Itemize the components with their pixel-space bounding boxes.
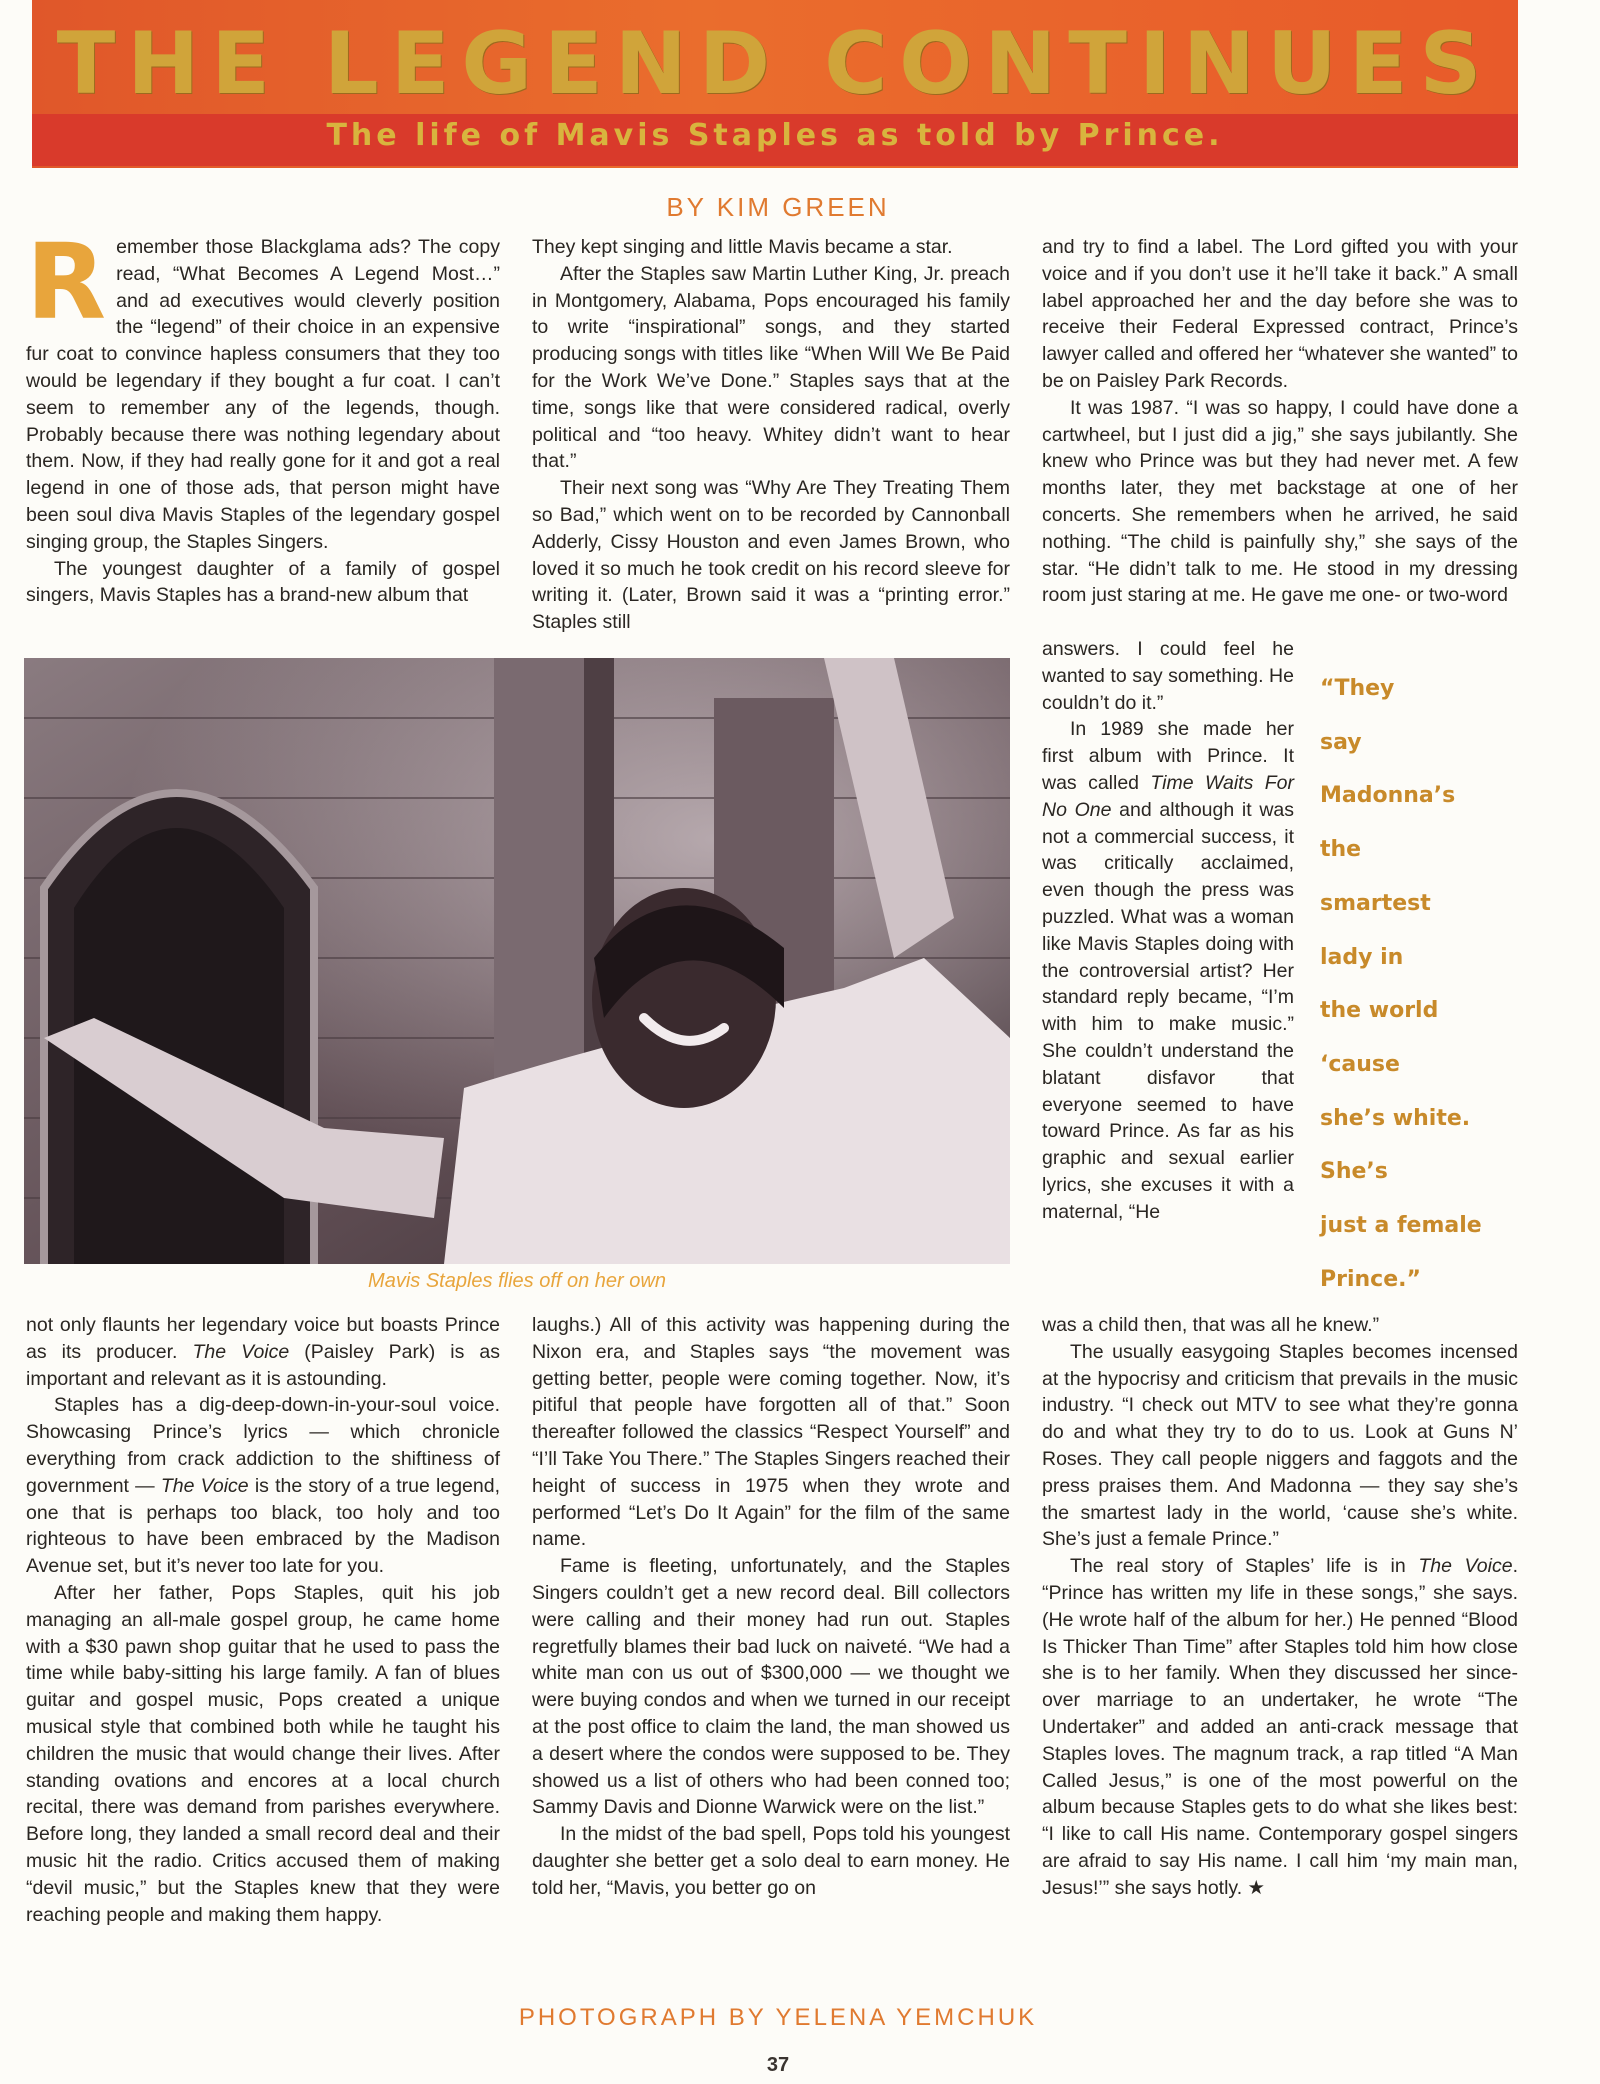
photo-illustration (24, 658, 1010, 1264)
paragraph: Staples has a dig-deep-down-in-your-soul voice. Showcasing Prince’s lyrics — which chronicle everything from crack addiction to the shiftiness of government — The Voice is the story of a true legend, one that is perhaps too black, too holy and too righteous to have been embraced by the Madison Avenue set, but it’s never too late for you. (26, 1394, 501, 1578)
pull-quote-line: smartest (1320, 890, 1431, 916)
column-2-bottom (532, 1312, 1010, 1902)
column-3-top (1042, 234, 1518, 609)
photo-caption: Mavis Staples flies off on her own (368, 1270, 666, 1292)
article-title: THE LEGEND CONTINUES (56, 14, 1494, 114)
album-title: The Voice (192, 1340, 290, 1363)
paragraph: Fame is fleeting, unfortunately, and the Staples Singers couldn’t get a new record deal. Bill collectors were calling and their money had run out. Staples regretfully blames their bad luck on naiveté. “We had a white man con us out of $300,000 — we thought we were buying condos and when we turned in our receipt at the post office to claim the land, the man showed us a desert where the condos were supposed to be. They showed us a list of others who had been conned too; Sammy Davis and Dionne Warwick were on the list.” (532, 1555, 1010, 1819)
photo-credit: PHOTOGRAPH BY YELENA YEMCHUK (518, 2004, 1038, 2031)
paragraph: laughs.) All of this activity was happening during the Nixon era, and Staples says “the movement was getting better, people were coming together. Now, it’s pitiful that people have forgotten all of that.” Soon thereafter followed the classics “Respect Yourself” and “I’ll Take You There.” The Staples Singers reached their height of success in 1975 when they wrote and performed “Let’s Do It Again” for the film of the same name. (532, 1314, 1010, 1551)
intro-text: emember those Blackglama ads? The copy read, “What Becomes A Legend Most…” and ad executives would cleverly position the “legend” of their choice in an expensive fur coat to convince hapless consumers that they too would be legendary if they bought a fur coat. I can’t seem to remember any of the legends, though. Probably because there was nothing legendary about them. Now, if they had really gone for it and got a real legend in one of those ads, that person might have been soul diva Mavis Staples of the legendary gospel singing group, the Staples Singers. (26, 236, 500, 553)
intro-paragraph (26, 221, 500, 556)
paragraph: After the Staples saw Martin Luther King, Jr. preach in Montgomery, Alabama, Pops encouraged his family to write “inspirational” songs, and they started producing songs with titles like “When Will We Be Paid for the Work We’ve Done.” Staples says that at the time, songs like that were considered radical, overly political and “too heavy. Whitey didn’t want to hear that.” (532, 262, 1010, 473)
pull-quote-line: she’s white. (1320, 1105, 1471, 1131)
pull-quote-line: the world (1320, 998, 1439, 1024)
pull-quote-line: the (1320, 837, 1362, 863)
album-title: Time Waits For No One (1042, 771, 1294, 821)
pull-quote-line: lady in (1320, 944, 1404, 970)
column-1-top (26, 221, 500, 609)
header-banner (32, 0, 1518, 168)
pull-quote-line: “They (1320, 676, 1395, 701)
pull-quote-line: just a female (1320, 1213, 1482, 1239)
paragraph: In the midst of the bad spell, Pops told his youngest daughter she better get a solo deal to earn money. He told her, “Mavis, you better go on (532, 1823, 1010, 1899)
column-1-bottom (26, 1312, 500, 1928)
paragraph: The usually easygoing Staples becomes incensed at the hypocrisy and criticism that prevails in the music industry. “I check out MTV to see what they’re gonna do and what they try to do to us. Look at Guns N’ Roses. They call people niggers and faggots and the press praises them. And Madonna — they say she’s the smartest lady in the world, ‘cause she’s white. She’s just a female Prince.” (1042, 1340, 1518, 1551)
article-subtitle: The life of Mavis Staples as told by Prince. (326, 118, 1224, 153)
paragraph: answers. I could feel he wanted to say something. He couldn’t do it.” (1042, 638, 1294, 714)
column-3-bottom (1042, 1312, 1518, 1902)
paragraph: and try to find a label. The Lord gifted you with your voice and if you don’t use it he’ll take it back.” A small label approached her and the day before she was to receive their Federal Expressed contract, Prince’s lawyer called and offered her “whatever she wanted” to be on Paisley Park Records. (1042, 236, 1518, 392)
pull-quote-line: Prince.” (1320, 1266, 1421, 1292)
column-2-top (532, 234, 1010, 636)
paragraph: The real story of Staples’ life is in The Voice. “Prince has written my life in these songs,” she says. (He wrote half of the album for her.) He penned “Blood Is Thicker Than Time” after Staples told him how close she is to her family. When they discussed her since-over marriage to an undertaker, he wrote “The Undertaker” and added an anti-crack message that Staples loves. The magnum track, a rap titled “A Man Called Jesus,” is one of the most powerful on the album because Staples gets to do what she likes best: “I like to call His name. Contemporary gospel singers are afraid to say His name. I call him ‘my main man, Jesus!’” she says hotly. ★ (1042, 1555, 1518, 1899)
paragraph: Their next song was “Why Are They Treating Them so Bad,” which went on to be recorded by Cannonball Adderly, Cissy Houston and even James Brown, who loved it so much he took credit on his record sleeve for writing it. (Later, Brown said it was a “printing error.” Staples still (532, 477, 1010, 634)
page-number: 37 (766, 2054, 790, 2076)
pull-quote-line: ‘cause (1320, 1051, 1400, 1077)
paragraph: In 1989 she made her first album with Prince. It was called Time Waits For No One and although it was not a commercial success, it was critically acclaimed, even though the press was puzzled. What was a woman like Mavis Staples doing with the controversial artist? Her standard reply became, “I’m with him to make music.” She couldn’t understand the blatant disfavor that everyone seemed to have toward Prince. As far as his graphic and sexual earlier lyrics, she excuses it with a maternal, “He (1042, 718, 1295, 1223)
paragraph: It was 1987. “I was so happy, I could have done a cartwheel, but I just did a jig,” she says jubilantly. She knew who Prince was but they had never met. A few months later, they met backstage at one of her concerts. She remembers when he arrived, he said nothing. “The child is painfully shy,” she says of the star. “He didn’t talk to me. He stood in my dressing room just staring at me. He gave me one- or two-word (1042, 396, 1518, 607)
album-title: The Voice (1418, 1555, 1513, 1578)
byline: BY KIM GREEN (666, 192, 890, 222)
photo-mavis-staples (24, 658, 1010, 1264)
paragraph: After her father, Pops Staples, quit his job managing an all-male gospel group, he came home with a $30 pawn shop guitar that he used to pass the time while baby-sitting his large family. A fan of blues guitar and gospel music, Pops created a unique musical style that combined both while he taught his children the music that would change their lives. After standing ovations and encores at a local church recital, there was demand from parishes everywhere. Before long, they landed a small record deal and their music hit the radio. Critics accused them of making “devil music,” but the Staples knew that they were reaching people and making them happy. (26, 1581, 500, 1926)
paragraph: They kept singing and little Mavis became a star. (532, 236, 953, 258)
drop-cap: R (26, 221, 107, 343)
pull-quote-line: Madonna’s (1320, 783, 1456, 809)
paragraph: was a child then, that was all he knew.” (1042, 1314, 1380, 1336)
column-3-narrow (1042, 636, 1294, 1226)
pull-quote (1320, 662, 1520, 1306)
album-title: The Voice (160, 1474, 249, 1497)
paragraph: not only flaunts her legendary voice but boasts Prince as its producer. The Voice (Paisley Park) is as important and relevant as it is astounding. (26, 1314, 500, 1390)
pull-quote-line: say (1320, 729, 1362, 755)
pull-quote-line: She’s (1320, 1159, 1388, 1185)
paragraph: The youngest daughter of a family of gospel singers, Mavis Staples has a brand-new album that (26, 557, 500, 607)
